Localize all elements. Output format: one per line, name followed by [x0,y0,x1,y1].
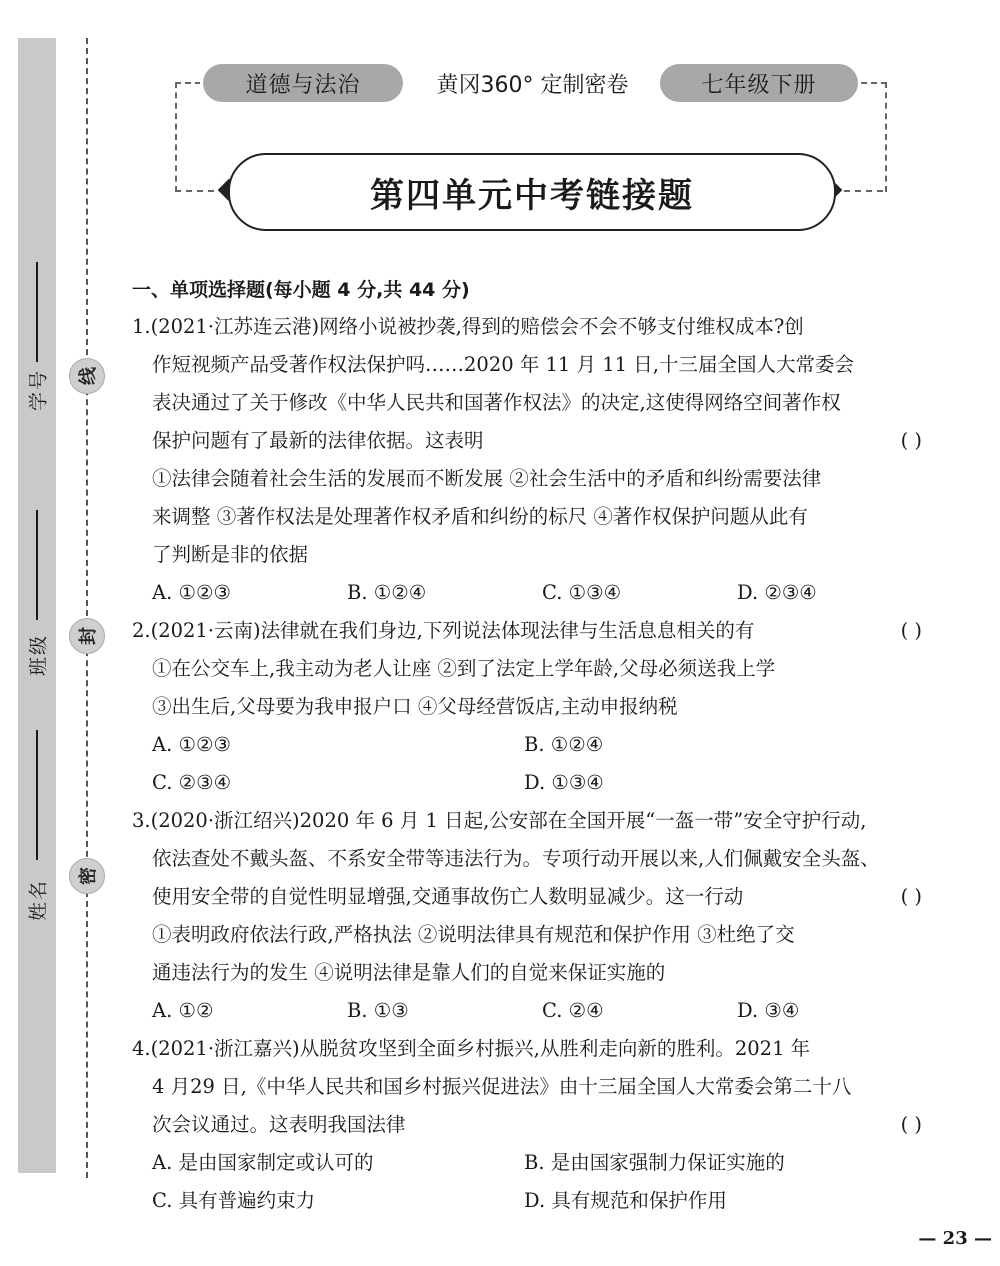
question-line-last [132,422,932,460]
statement-line: 了判断是非的依据 [152,543,309,566]
question-3 [132,802,932,1030]
options-row [132,992,932,1030]
option-c: C. ②③④ [152,771,232,794]
section-heading: 一、单项选择题(每小题 4 分,共 44 分) [132,279,470,301]
statement-line: ①法律会随着社会生活的发展而不断发展 ②社会生活中的矛盾和纠纷需要法律 [152,467,822,490]
series-title: 黄冈360° 定制密卷 [436,72,629,98]
page-number: — 23 — [918,1228,992,1249]
option-d: D. ②③④ [737,581,817,604]
option-c: C. ①③④ [542,581,622,604]
statement-line: ①表明政府依法行政,严格执法 ②说明法律具有规范和保护作用 ③杜绝了交 [152,923,795,946]
class-line [36,510,38,620]
options-row [132,1144,932,1182]
question-4 [132,1030,932,1220]
question-line: 作短视频产品受著作权法保护吗……2020 年 11 月 11 日,十三届全国人大常委会 [152,353,854,376]
option-a: A. ①②③ [152,581,231,604]
answer-paren: ( ) [900,885,922,908]
option-c: C. 具有普遍约束力 [152,1189,316,1212]
class-label: 班级 [27,633,50,677]
seal-xian: 线 [69,358,105,394]
title-box [228,153,836,231]
option-d: D. ③④ [737,999,800,1022]
answer-paren: ( ) [900,429,922,452]
question-line: 表决通过了关于修改《中华人民共和国著作权法》的决定,这使得网络空间著作权 [152,391,841,414]
question-2 [132,612,932,802]
option-c: C. ②④ [542,999,604,1022]
question-text: 保护问题有了最新的法律依据。这表明 [152,429,484,452]
name-label: 姓名 [27,878,50,922]
question-1 [132,308,932,612]
name-line [36,730,38,860]
option-a: A. ①②③ [152,733,231,756]
question-line: 依法查处不戴头盔、不系安全带等违法行为。专项行动开展以来,人们佩戴安全头盔、 [152,847,880,870]
options-row [132,574,932,612]
question-line: 4 月29 日,《中华人民共和国乡村振兴促进法》由十三届全国人大常委会第二十八 [152,1075,852,1098]
options-row [132,1182,932,1220]
statement-line: ③出生后,父母要为我申报户口 ④父母经营饭店,主动申报纳税 [152,695,678,718]
question-line: 1.(2021·江苏连云港)网络小说被抄袭,得到的赔偿会不会不够支付维权成本?创 [132,315,804,338]
page-title: 第四单元中考链接题 [370,175,694,216]
question-text: 次会议通过。这表明我国法律 [152,1113,406,1136]
statement-line: ①在公交车上,我主动为老人让座 ②到了法定上学年龄,父母必须送我上学 [152,657,776,680]
option-b: B. ①③ [347,999,409,1022]
option-b: B. 是由国家强制力保证实施的 [524,1151,785,1174]
option-b: B. ①②④ [347,581,427,604]
answer-paren: ( ) [900,619,922,642]
option-d: D. ①③④ [524,771,604,794]
options-row [132,764,932,802]
seal-feng: 封 [69,618,105,654]
answer-paren: ( ) [900,1113,922,1136]
question-line-last [132,1106,932,1144]
statement-line: 来调整 ③著作权法是处理著作权矛盾和纠纷的标尺 ④著作权保护问题从此有 [152,505,808,528]
question-line-last [132,878,932,916]
question-line: 4.(2021·浙江嘉兴)从脱贫攻坚到全面乡村振兴,从胜利走向新的胜利。2021 年 [132,1037,811,1060]
question-line: 3.(2020·浙江绍兴)2020 年 6 月 1 日起,公安部在全国开展“一盔一带”安全守护行动, [132,809,867,832]
cut-line [86,38,88,1178]
question-text: 2.(2021·云南)法律就在我们身边,下列说法体现法律与生活息息相关的有 [132,619,755,642]
grade-badge: 七年级下册 [660,64,858,102]
student-id-line [36,262,38,362]
question-text: 使用安全带的自觉性明显增强,交通事故伤亡人数明显减少。这一行动 [152,885,744,908]
options-row [132,726,932,764]
option-b: B. ①②④ [524,733,604,756]
seal-mi: 密 [69,858,105,894]
statement-line: 通违法行为的发生 ④说明法律是靠人们的自觉来保证实施的 [152,961,666,984]
question-line-last [132,612,932,650]
question-content [132,272,932,1220]
option-d: D. 具有规范和保护作用 [524,1189,727,1212]
student-id-label: 学号 [27,368,50,412]
option-a: A. 是由国家制定或认可的 [152,1151,374,1174]
option-a: A. ①② [152,999,214,1022]
subject-badge: 道德与法治 [203,64,403,102]
